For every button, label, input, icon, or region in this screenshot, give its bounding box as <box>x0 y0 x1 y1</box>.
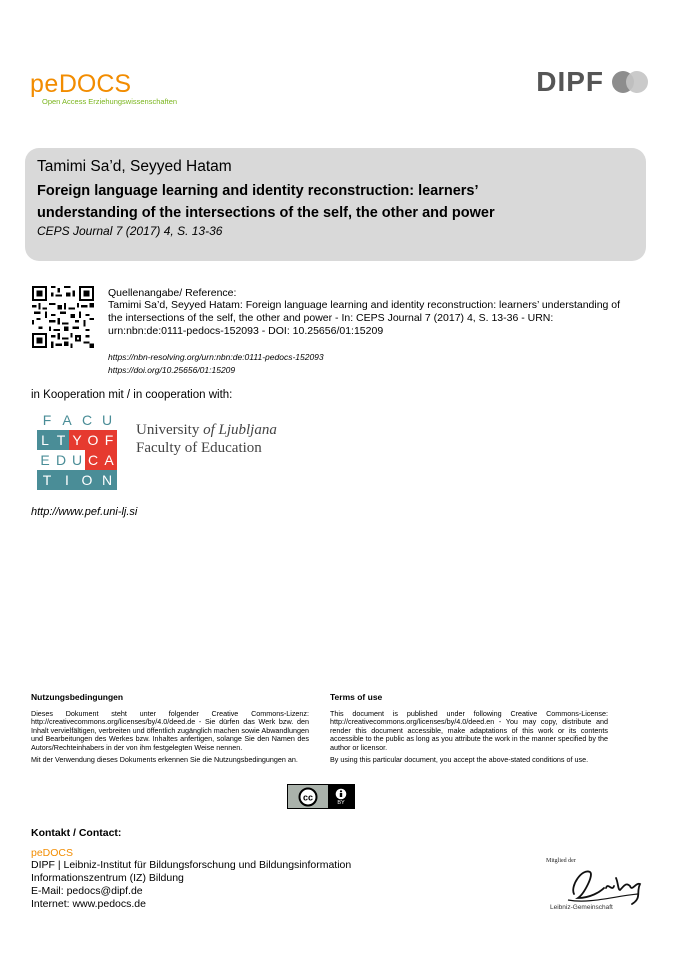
university-word: University <box>136 422 200 438</box>
faculty-logo-letter: D <box>53 450 69 470</box>
university-of-ljubljana: of Ljubljana <box>203 422 277 438</box>
reference-text: Tamimi Sa’d, Seyyed Hatam: Foreign language learning and identity reconstruction: learners’ understanding of the intersections of the self, the other and power - In: CEPS Journal 7 (2017) 4, S. 13-36 - URN: urn:nbn:de:0111-pedocs-152093 - DOI: 10.25656/01:15209 <box>108 299 621 337</box>
qr-code-icon <box>32 286 94 348</box>
authors: Tamimi Sa’d, Seyyed Hatam <box>37 158 232 175</box>
title-line-1: Foreign language learning and identity reconstruction: learners’ <box>37 183 479 199</box>
leibniz-member-text: Mitglied der <box>546 858 576 864</box>
pedocs-tagline: Open Access Erziehungswissenschaften <box>42 97 178 106</box>
faculty-logo-letter: U <box>69 450 85 470</box>
faculty-logo-row <box>37 410 117 430</box>
faculty-logo-letter: N <box>97 470 117 490</box>
faculty-logo-row <box>37 450 117 470</box>
faculty-logo-letter: F <box>101 430 117 450</box>
faculty-logo-letter: T <box>53 430 69 450</box>
by-icon <box>328 785 354 808</box>
reference-heading: Quellenangabe/ Reference: <box>108 287 237 299</box>
faculty-logo-letter: C <box>77 410 97 430</box>
faculty-url[interactable]: http://www.pef.uni-lj.si <box>31 506 138 518</box>
cooperation-label: in Kooperation mit / in cooperation with: <box>31 389 233 401</box>
contact-line-2: Informationszentrum (IZ) Bildung <box>31 872 184 884</box>
faculty-logo <box>37 410 117 490</box>
journal-citation: CEPS Journal 7 (2017) 4, S. 13-36 <box>37 224 223 238</box>
faculty-logo-letter: T <box>37 470 57 490</box>
faculty-logo-letter: E <box>37 450 53 470</box>
doi-link[interactable]: https://doi.org/10.25656/01:15209 <box>108 365 236 375</box>
terms-en-heading: Terms of use <box>330 692 383 702</box>
contact-pedocs: peDOCS <box>31 847 74 859</box>
leibniz-logo <box>540 858 650 928</box>
dipf-logo-text: DIPF <box>536 66 604 97</box>
faculty-logo-letter: F <box>37 410 57 430</box>
faculty-logo-letter: L <box>37 430 53 450</box>
cc-icon <box>288 785 328 808</box>
terms-en-text <box>330 710 608 768</box>
leibniz-gemeinschaft-text: Leibniz-Gemeinschaft <box>550 904 613 911</box>
terms-de-text <box>31 710 309 768</box>
university-name <box>136 422 277 439</box>
dipf-circles-icon <box>612 71 650 93</box>
pedocs-logo-pe: pe <box>30 70 59 98</box>
faculty-logo-letter: A <box>101 450 117 470</box>
pedocs-logo-docs: DOCS <box>58 70 132 98</box>
cc-by-text: BY <box>337 799 345 806</box>
terms-de-paragraph-2: Mit der Verwendung dieses Dokuments erkennen Sie die Nutzungsbedingungen an. <box>31 755 298 765</box>
title-line-2: understanding of the intersections of the self, the other and power <box>37 205 495 221</box>
faculty-logo-letter: U <box>97 410 117 430</box>
faculty-logo-letter: C <box>85 450 101 470</box>
faculty-name: Faculty of Education <box>136 440 262 456</box>
urn-link[interactable]: https://nbn-resolving.org/urn:nbn:de:0111-pedocs-152093 <box>108 352 324 362</box>
faculty-logo-letter: O <box>77 470 97 490</box>
document-title <box>37 180 627 224</box>
svg-text:cc: cc <box>302 792 314 802</box>
contact-line-1: DIPF | Leibniz-Institut für Bildungsforschung und Bildungsinformation <box>31 859 352 871</box>
terms-en-paragraph-2: By using this particular document, you accept the above-stated conditions of use. <box>330 755 589 765</box>
contact-website[interactable]: Internet: www.pedocs.de <box>31 898 146 910</box>
faculty-logo-letter: O <box>85 430 101 450</box>
faculty-logo-letter: I <box>57 470 77 490</box>
faculty-logo-row <box>37 470 117 490</box>
terms-de-paragraph-1: Dieses Dokument steht unter folgender Creative Commons-Lizenz: http://creativecommons.org/licenses/by/4.0/deed.de - Sie dürfen das Werk bzw. den Inhalt vervielfältigen, verbreiten und öffentlich zugänglich machen sowie Abwandlungen und Bearbeitungen des Werkes bzw. Inhaltes anfertigen, solange Sie den Namen des Autors/Rechteinhabers in der von ihm festgelegten Weise nennen. <box>31 709 309 752</box>
dipf-logo <box>536 66 650 98</box>
faculty-logo-letter: Y <box>69 430 85 450</box>
faculty-logo-row <box>37 430 117 450</box>
contact-heading: Kontakt / Contact: <box>31 827 122 839</box>
faculty-logo-letter: A <box>57 410 77 430</box>
pedocs-logo <box>30 70 177 106</box>
terms-de-heading: Nutzungsbedingungen <box>31 692 124 702</box>
contact-email[interactable]: E-Mail: pedocs@dipf.de <box>31 885 143 897</box>
terms-en-paragraph-1: This document is published under following Creative Commons-License: http://creativecommons.org/licenses/by/4.0/deed.en - You may copy, distribute and render this document accessible, make adaptations of this work or its contents accessible to the public as long as you attribute the work in the manner specified by the author or licensor. <box>330 709 608 752</box>
cc-by-license-badge[interactable] <box>287 784 355 809</box>
leibniz-signature-icon <box>560 864 645 906</box>
